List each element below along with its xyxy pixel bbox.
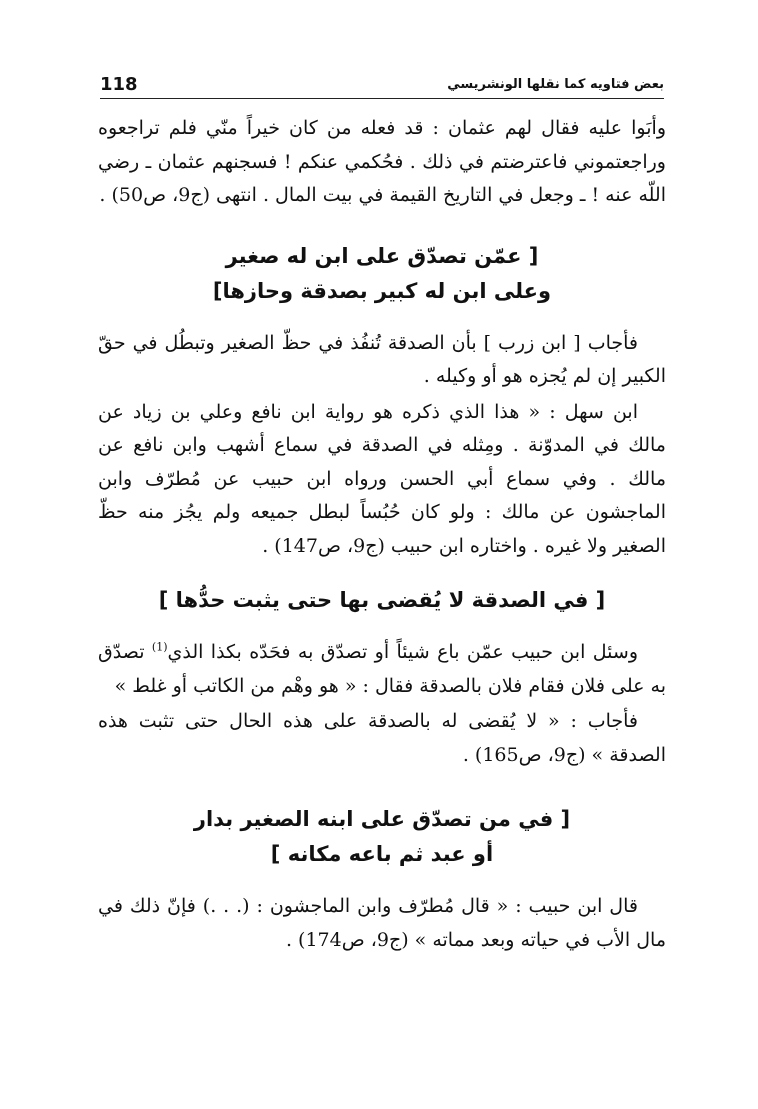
footnote-marker: (1)	[151, 640, 168, 654]
section-heading-1	[98, 239, 666, 309]
section-heading-1-line-2: وعلى ابن له كبير بصدقة وحازها]	[212, 278, 552, 303]
intro-paragraph: وأبَوا عليه فقال لهم عثمان : قد فعله من كان خيراً منّي فلم تراجعوه وراجعتموني فاعترضتم في ذلك . فحُكمي عنكم ! فسجنهم عثمان ـ رضي اللّه عنه ! ـ وجعل في التاريخ القيمة في بيت المال . انتهى (ج9، ص50) .	[98, 117, 666, 206]
section-heading-2: [ في الصدقة لا يُقضى بها حتى يثبت حدُّها ]	[158, 588, 606, 612]
page-number: 118	[100, 74, 138, 95]
running-title: بعض فتاويه كما نقلها الونشريسي	[447, 77, 664, 92]
question-text-part-2: تصدّق به على فلان فقام فلان بالصدقة فقال : « هو وهْم من الكاتب أو غلط »	[98, 641, 666, 697]
section-heading-3-line-1: [ في من تصدّق على ابنه الصغير بدار	[193, 807, 571, 831]
page-header	[100, 72, 664, 99]
section-heading-1-line-1: [ عمّن تصدّق على ابن له صغير	[225, 243, 539, 268]
question-text-part-1: وسئل ابن حبيب عمّن باع شيئاً أو تصدّق به فحَدّه بكذا الذي	[167, 641, 638, 663]
commentary-paragraph: ابن سهل : « هذا الذي ذكره هو رواية ابن نافع وعلي بن زياد عن مالك في المدوّنة . ومِثله في الصدقة في سماع أشهب وابن نافع عن مالك . وفي سماع أبي الحسن ورواه ابن حبيب عن مُطرّف وابن الماجشون عن مالك : ولو كان حُبُساً لبطل جميعه ولم يجُز منه حظّ الصغير ولا غيره . واختاره ابن حبيب (ج9، ص147) .	[98, 400, 666, 557]
question-paragraph	[98, 636, 666, 703]
section-heading-3-line-2: أو عبد ثم باعه مكانه ]	[270, 842, 494, 866]
quote-paragraph: قال ابن حبيب : « قال مُطرّف وابن الماجشون : (. . .) فإنّ ذلك في مال الأب في حياته وبعد مماته » (ج9، ص174) .	[98, 895, 666, 951]
page-body	[98, 112, 666, 957]
section-heading-3	[98, 802, 666, 872]
answer-paragraph-2: فأجاب : « لا يُقضى له بالصدقة على هذه الحال حتى تثبت هذه الصدقة » (ج9، ص165) .	[98, 710, 666, 766]
answer-paragraph-1: فأجاب [ ابن زرب ] بأن الصدقة تُنفُذ في حظّ الصغير وتبطُل في حقّ الكبير إن لم يُجزه هو أو وكيله .	[98, 331, 666, 387]
